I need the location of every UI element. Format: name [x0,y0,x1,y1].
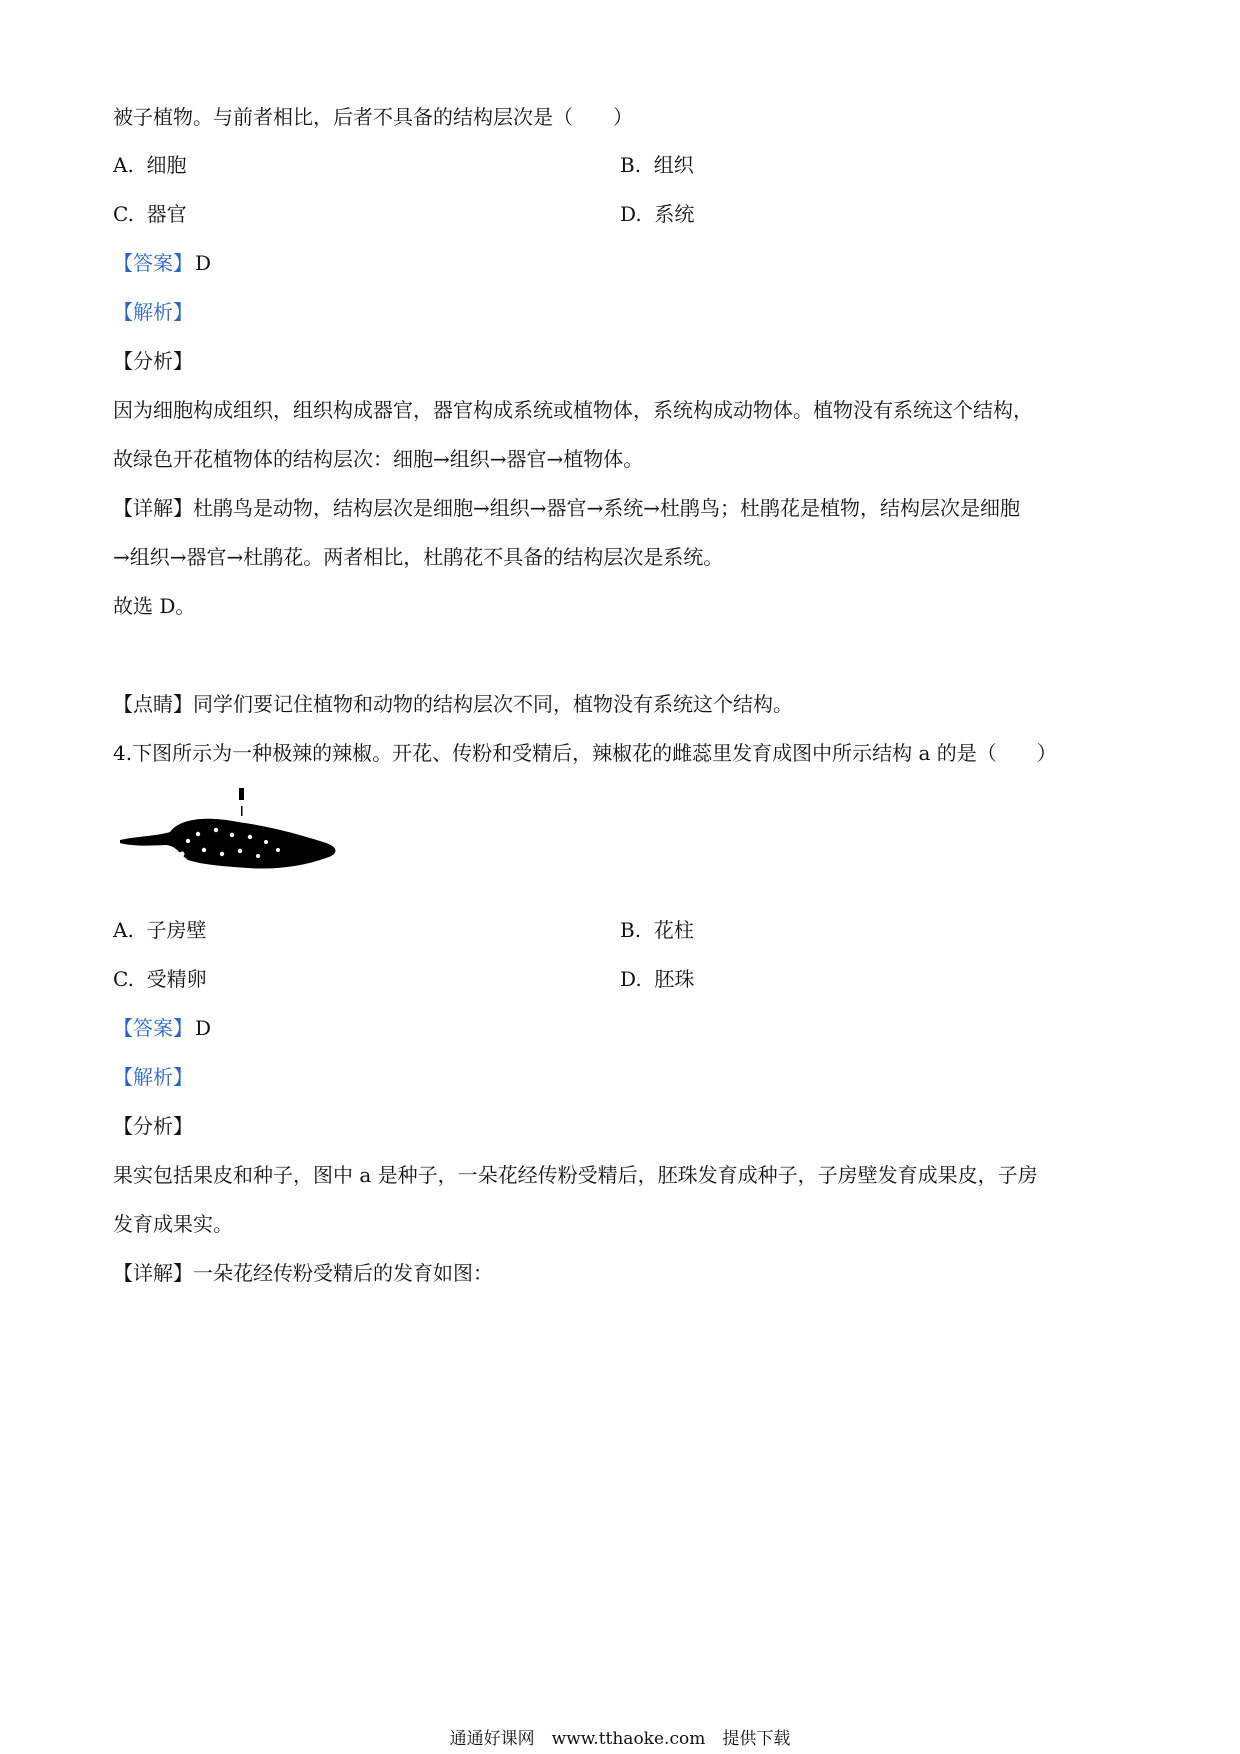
q3-analysis-tag: 【解析】 [113,300,193,324]
answer-tag: 【答案】 [113,251,193,275]
q3-fenxi-tag: 【分析】 [113,349,193,373]
answer-tag: 【答案】 [113,1016,193,1040]
q3-fenxi-line-1: 因为细胞构成组织，组织构成器官，器官构成系统或植物体，系统构成动物体。植物没有系统这个结构， [113,398,1033,422]
option-text: 受精卵 [146,967,207,991]
xiangjie-text: 一朵花经传粉受精后的发育如图： [193,1261,493,1285]
q4-option-c [113,965,207,993]
q4-xiangjie [113,1259,493,1287]
option-text: 组织 [653,153,694,177]
q4-option-b [620,916,694,944]
option-letter: A. [113,918,134,942]
q3-xiangjie [113,494,1020,522]
option-text: 系统 [654,202,695,226]
xiangjie-tag: 【详解】 [113,1261,193,1285]
q4-fenxi-line-2: 发育成果实。 [113,1212,233,1236]
option-letter: C. [113,202,134,226]
q3-conclusion: 故选 D。 [113,594,196,618]
option-text: 器官 [146,202,187,226]
q4-fenxi-line-1: 果实包括果皮和种子，图中 a 是种子，一朵花经传粉受精后，胚珠发育成种子，子房壁发育成果皮，子房 [113,1163,1038,1187]
xiangjie-tag: 【详解】 [113,496,193,520]
option-letter: C. [113,967,134,991]
q3-option-a [113,151,187,179]
chili-pepper-seeds-figure [118,788,340,878]
option-text: 花柱 [653,918,694,942]
option-text: 胚珠 [654,967,695,991]
q3-option-d [620,200,694,228]
dianjing-tag: 【点睛】 [113,692,193,716]
q3-option-b [620,151,694,179]
option-letter: B. [620,918,642,942]
q4-option-a [113,916,207,944]
chili-pepper-icon [118,788,340,878]
q4-answer [113,1014,211,1042]
dianjing-text: 同学们要记住植物和动物的结构层次不同，植物没有系统这个结构。 [193,692,793,716]
option-letter: B. [620,153,642,177]
q3-xiangjie-line-2: →组织→器官→杜鹃花。两者相比，杜鹃花不具备的结构层次是系统。 [113,545,724,569]
q3-option-c [113,200,187,228]
q4-option-d [620,965,694,993]
option-letter: D. [620,202,642,226]
answer-value: D [195,251,212,275]
q4-fenxi-tag: 【分析】 [113,1114,193,1138]
page-footer: 通通好课网 www.tthaoke.com 提供下载 [449,1729,791,1749]
xiangjie-text: 杜鹃鸟是动物，结构层次是细胞→组织→器官→系统→杜鹃鸟；杜鹃花是植物，结构层次是细胞 [193,496,1021,520]
q3-stem-tail: 被子植物。与前者相比，后者不具备的结构层次是（ ） [113,105,633,129]
option-text: 子房壁 [146,918,207,942]
answer-value: D [195,1016,212,1040]
q3-fenxi-line-2: 故绿色开花植物体的结构层次：细胞→组织→器官→植物体。 [113,447,644,471]
option-letter: A. [113,153,134,177]
q4-analysis-tag: 【解析】 [113,1065,193,1089]
option-text: 细胞 [146,153,187,177]
q4-stem: 4.下图所示为一种极辣的辣椒。开花、传粉和受精后，辣椒花的雌蕊里发育成图中所示结构 a 的是（ ） [113,741,1057,765]
q3-answer [113,249,211,277]
option-letter: D. [620,967,642,991]
q3-dianjing [113,690,793,718]
